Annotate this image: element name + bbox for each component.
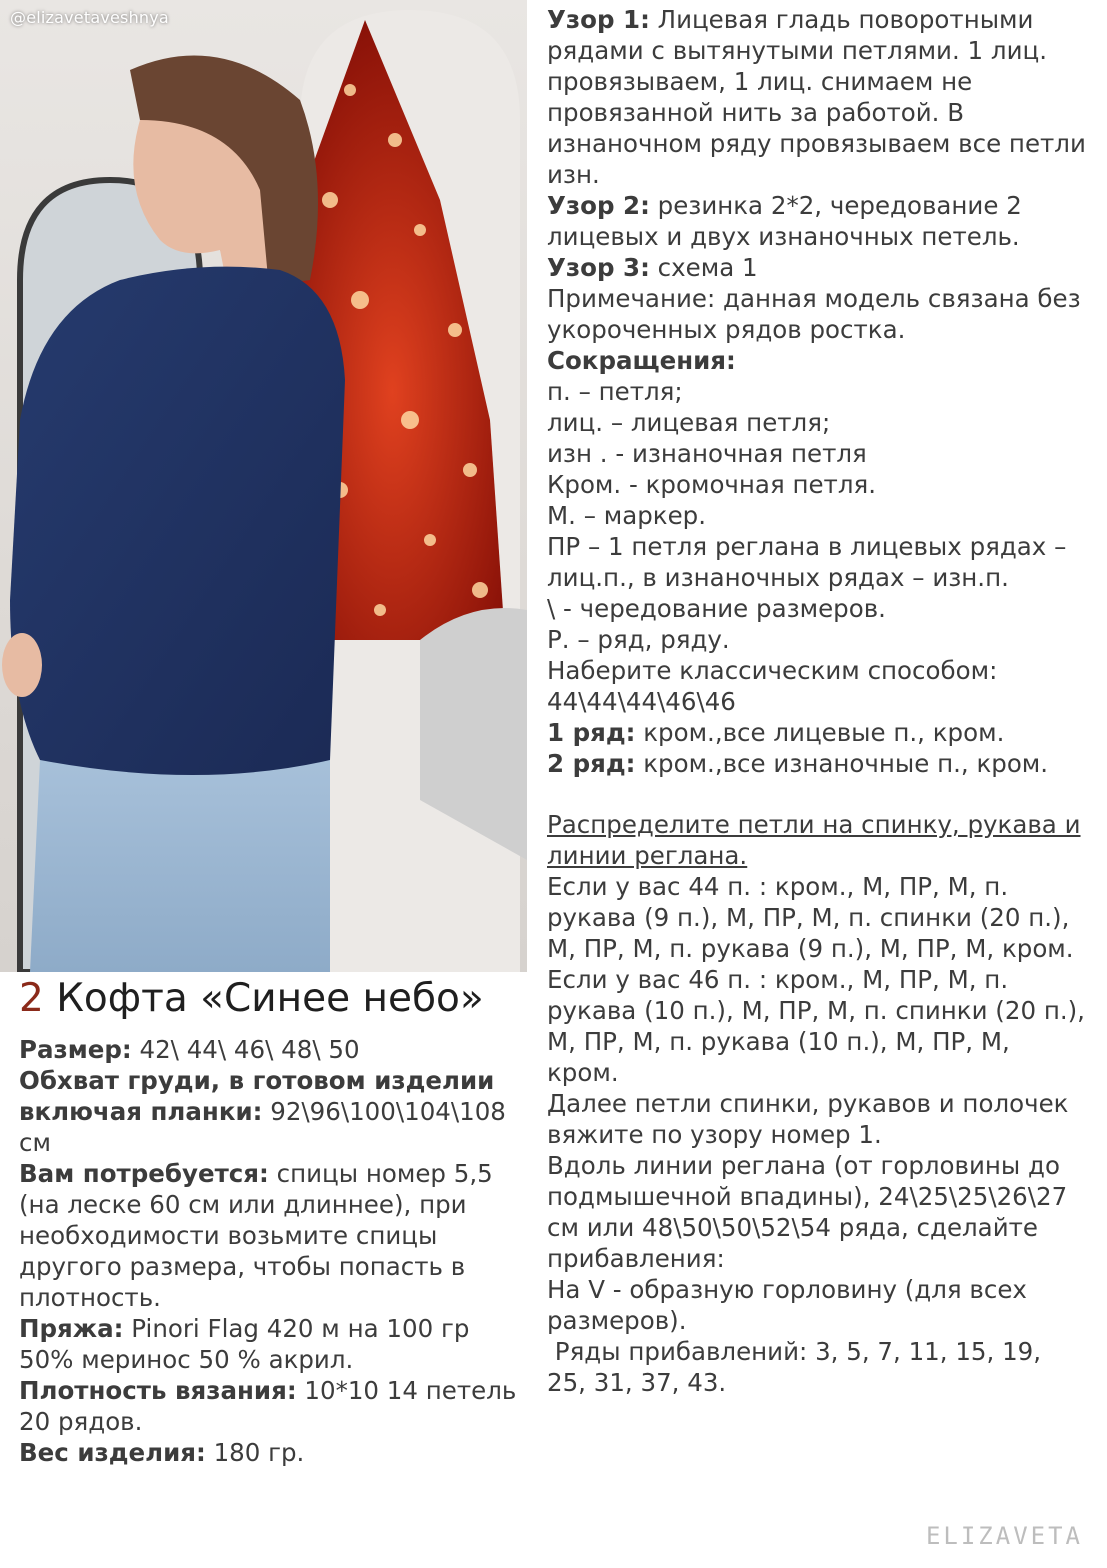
row-2-text: кром.,все изнаночные п., кром. [635,749,1049,778]
sweater-shape [10,267,345,775]
pattern-2 [547,190,1087,252]
row-1-label: 1 ряд: [547,718,636,747]
note: Примечание: данная модель связана без укороченных рядов ростка. [547,284,1081,344]
need-label: Вам потребуется: [19,1159,269,1188]
gauge-line [19,1375,519,1437]
brand-watermark: ELIZAVETA [925,1522,1083,1550]
row-2 [547,748,1087,779]
row-1 [547,717,1087,748]
row-1-text: кром.,все лицевые п., кром. [635,718,1005,747]
row-2-label: 2 ряд: [547,749,636,778]
yarn-line [19,1313,519,1375]
abbr-item: М. – маркер. [547,501,707,530]
abbr-item: лиц. – лицевая петля; [547,408,831,437]
title-text: Кофта «Синее небо» [56,976,484,1021]
if-44: Если у вас 44 п. : кром., М, ПР, М, п. рукава (9 п.), М, ПР, М, п. спинки (20 п.), М, ПР, М, п. рукава (9 п.), М, ПР, М, кром. [547,872,1074,963]
page-title [19,978,519,1020]
pattern-1 [547,4,1087,190]
further-instructions: Далее петли спинки, рукавов и полочек вяжите по узору номер 1. [547,1089,1069,1149]
chest-value: 92\96\100\104\108 см [19,1097,506,1157]
pattern-2-label: Узор 2: [547,191,650,220]
size-label: Размер: [19,1035,132,1064]
chest-line [19,1065,519,1158]
weight-label: Вес изделия: [19,1438,206,1467]
pattern-2-text: резинка 2*2, чередование 2 лицевых и двух изнаночных петель. [547,191,1022,251]
pattern-1-text: Лицевая гладь поворотными рядами с вытянутыми петлями. 1 лиц. провязываем, 1 лиц. снимаем не провязанной нить за работой. В изнаночном ряду провязываем все петли изн. [547,5,1086,189]
abbr-item: Р. – ряд, ряду. [547,625,730,654]
abbr-item: Кром. - кромочная петля. [547,470,877,499]
right-column [547,4,1087,1398]
spacer [547,779,1087,809]
photo-watermark: @elizavetaveshnya [10,8,169,27]
abbr-item: п. – петля; [547,377,683,406]
abbr-item: ПР – 1 петля реглана в лицевых рядах – лиц.п., в изнаночных рядах – изн.п. [547,532,1067,592]
chest-label: Обхват груди, в готовом изделии включая планки: [19,1066,495,1126]
gauge-label: Плотность вязания: [19,1376,297,1405]
photo-illustration [0,0,527,972]
hand-shape [2,633,42,697]
distribute-heading: Распределите петли на спинку, рукава и линии реглана. [547,810,1081,870]
weight-value: 180 гр. [205,1438,305,1467]
size-value: 42\ 44\ 46\ 48\ 50 [131,1035,360,1064]
weight-line [19,1437,519,1468]
raglan-instructions: Вдоль линии реглана (от горловины до подмышечной впадины), 24\25\25\26\27 см или 48\50\50\52\54 ряда, сделайте прибавления: [547,1151,1068,1273]
gauge-value: 10*10 14 петель 20 рядов. [19,1376,517,1436]
abbr-item: изн . - изнаночная петля [547,439,867,468]
title-number: 2 [19,976,44,1021]
pattern-1-label: Узор 1: [547,5,650,34]
v-neck-instructions: На V - образную горловину (для всех размеров). [547,1275,1027,1335]
abbreviations-heading: Сокращения: [547,346,736,375]
pattern-3 [547,252,1087,283]
increase-rows: Ряды прибавлений: 3, 5, 7, 11, 15, 19, 25, 31, 37, 43. [547,1337,1049,1397]
yarn-value: Pinori Flag 420 м на 100 гр 50% меринос 50 % акрил. [19,1314,470,1374]
if-46: Если у вас 46 п. : кром., М, ПР, М, п. рукава (10 п.), М, ПР, М, п. спинки (20 п.), М, ПР, М, п. рукава (10 п.), М, ПР, М, кром. [547,965,1085,1087]
left-column [19,978,519,1468]
pattern-3-text: схема 1 [649,253,758,282]
pattern-3-label: Узор 3: [547,253,650,282]
need-line [19,1158,519,1313]
size-line [19,1034,519,1065]
cast-on: Наберите классическим способом: 44\44\44\46\46 [547,656,998,716]
yarn-label: Пряжа: [19,1314,124,1343]
model-photo [0,0,527,972]
need-value: спицы номер 5,5 (на леске 60 см или длиннее), при необходимости возьмите спицы другого размера, чтобы попасть в плотность. [19,1159,493,1312]
abbr-item: \ - чередование размеров. [547,594,886,623]
